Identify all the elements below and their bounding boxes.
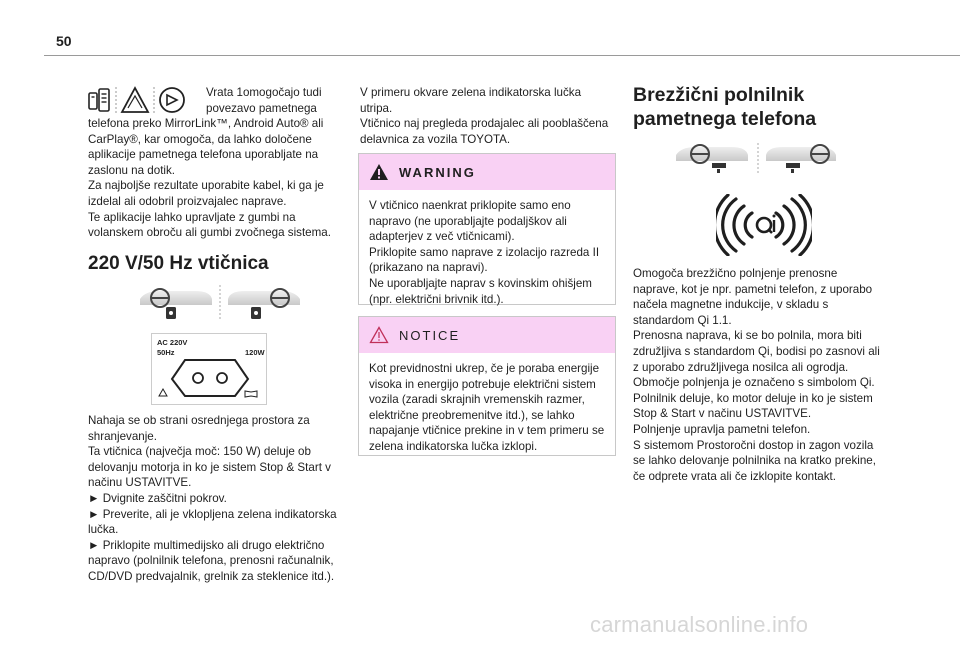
charger-location-icons bbox=[676, 141, 836, 182]
text-line: visoka in energijo potrebuje električni sistem bbox=[369, 377, 596, 391]
header-rule bbox=[44, 55, 960, 56]
socket-fault-text bbox=[360, 85, 608, 147]
wireless-charger-description bbox=[633, 266, 880, 484]
text-line: Kot previdnostni ukrep, če je poraba energije bbox=[369, 362, 600, 375]
text-line: napravo (ne uporabljajte podaljškov ali bbox=[369, 214, 567, 228]
text-line: Vrata 1omogočajo tudi bbox=[206, 86, 322, 99]
text-line: utripa. bbox=[360, 101, 393, 115]
warning-triangle-icon bbox=[369, 163, 389, 181]
warning-box bbox=[358, 153, 616, 305]
steering-wheel-location-icon bbox=[676, 141, 836, 177]
notice-title: NOTICE bbox=[399, 327, 461, 343]
watermark: carmanualsonline.info bbox=[590, 612, 809, 637]
text-line: zaslonu na dotik. bbox=[88, 163, 176, 177]
wireless-charger-heading bbox=[633, 83, 816, 131]
step-line: ► Dvignite zaščitni pokrov. bbox=[88, 491, 227, 505]
text-line: načela magnetne indukcije, v skladu s bbox=[633, 298, 829, 312]
text-line: CarPlay®, kar omogoča, da lahko določene bbox=[88, 132, 312, 146]
text-line: Ta vtičnica (največja moč: 150 W) deluje ob bbox=[88, 445, 311, 459]
text-line: delavnica za vozila TOYOTA. bbox=[360, 132, 511, 146]
text-line: Polnilnik deluje, ko motor deluje in ko je sistem bbox=[633, 391, 873, 405]
step-line: ► Priklopite multimedijsko ali drugo električno bbox=[88, 538, 325, 552]
socket-section-heading: 220 V/50 Hz vtičnica bbox=[88, 253, 269, 274]
warning-body bbox=[359, 190, 615, 307]
socket-power-label: 120W bbox=[245, 348, 265, 357]
text-line: združljiva s standardom Qi, bodisi po zasnovi ali bbox=[633, 344, 880, 358]
notice-header bbox=[359, 317, 615, 353]
text-line: (prikazano na napravi). bbox=[369, 261, 488, 275]
text-line: Ne uporabljajte naprav s kovinskim ohišjem bbox=[369, 276, 592, 290]
text-line: naprave, kot je npr. pametni telefon, z uporabo bbox=[633, 282, 873, 296]
text-line: Polnjenje upravlja pametni telefon. bbox=[633, 422, 811, 436]
step-line: lučka. bbox=[88, 523, 119, 537]
socket-illustration bbox=[151, 333, 267, 405]
phone-connectivity-icons bbox=[88, 85, 200, 120]
text-line: standardom Qi 1.1. bbox=[633, 313, 732, 327]
notice-body bbox=[359, 353, 615, 455]
text-line: adapterjev z več vtičnicami). bbox=[369, 230, 515, 244]
text-line: Nahaja se ob strani osrednjega prostora za bbox=[88, 414, 310, 427]
heading-line: Brezžični polnilnik bbox=[633, 84, 805, 106]
text-line: Priklopite samo naprave z izolacijo razreda II bbox=[369, 245, 600, 259]
qi-wireless-charging-icon bbox=[716, 194, 812, 256]
connectivity-intro-top bbox=[206, 85, 322, 116]
text-line: zelena indikatorska lučka izklopi. bbox=[369, 439, 538, 453]
step-line: ► Preverite, ali je vklopljena zelena indikatorska bbox=[88, 507, 337, 521]
mirrorlink-android-carplay-icon bbox=[88, 85, 200, 115]
text-line: se lahko delovanje polnilnika na kratko prekine, bbox=[633, 454, 876, 468]
text-line: telefona preko MirrorLink™, Android Auto® ali bbox=[88, 117, 324, 130]
text-line: Vtičnico naj pregleda prodajalec ali pooblaščena bbox=[360, 117, 609, 131]
steering-wheel-location-icon bbox=[140, 283, 300, 323]
caution-triangle-icon bbox=[369, 326, 389, 344]
text-line: volanskem obroču ali gumbi zvočnega sistema. bbox=[88, 226, 331, 240]
text-line: z uporabo združljivega nosilca ali ogrodja. bbox=[633, 360, 849, 374]
text-line: (npr. električni brivnik itd.). bbox=[369, 292, 504, 306]
text-line: Stop & Start v načinu USTAVITVE. bbox=[633, 407, 812, 421]
text-line: Prenosna naprava, ki se bo polnila, mora biti bbox=[633, 329, 862, 343]
page-number: 50 bbox=[56, 33, 72, 49]
text-line: aplikacije pametnega telefona uporabljate na bbox=[88, 148, 319, 162]
text-line: električne preobremenitve itd.), se lahko bbox=[369, 408, 575, 422]
text-line: povezavo pametnega bbox=[206, 101, 317, 115]
text-line: V primeru okvare zelena indikatorska lučka bbox=[360, 86, 582, 99]
connectivity-intro-body bbox=[88, 116, 331, 241]
text-line: če odprete vrata ali če izklopite kontakt. bbox=[633, 469, 836, 483]
socket-outlet-icon bbox=[152, 334, 266, 404]
text-line: shranjevanje. bbox=[88, 429, 157, 443]
text-line: napajanje vtičnice prekine in v tem primeru se bbox=[369, 424, 605, 438]
socket-frequency-label: 50Hz bbox=[157, 348, 175, 357]
text-line: vozila (zaradi skrajnih vremenskih razmer, bbox=[369, 393, 585, 407]
text-line: Te aplikacije lahko upravljate z gumbi na bbox=[88, 210, 296, 224]
socket-description bbox=[88, 413, 337, 585]
text-line: S sistemom Prostoročni dostop in zagon vozila bbox=[633, 438, 874, 452]
text-line: Omogoča brezžično polnjenje prenosne bbox=[633, 267, 838, 280]
warning-title: WARNING bbox=[399, 164, 476, 180]
qi-symbol bbox=[716, 194, 812, 261]
socket-location-icons bbox=[140, 283, 300, 328]
text-line: načinu USTAVITVE. bbox=[88, 476, 192, 490]
text-line: Območje polnjenja je označeno s simbolom Qi. bbox=[633, 376, 875, 390]
heading-line: pametnega telefona bbox=[633, 108, 817, 130]
notice-box bbox=[358, 316, 616, 456]
step-line: napravo (polnilnik telefona, prenosni računalnik, bbox=[88, 554, 334, 568]
text-line: izdelal ali odobril proizvajalec naprave. bbox=[88, 194, 287, 208]
socket-voltage-label: AC 220V bbox=[157, 338, 188, 347]
text-line: Za najboljše rezultate uporabite kabel, ki ga je bbox=[88, 179, 324, 193]
text-line: delovanju motorja in ko je sistem Stop & Start v bbox=[88, 460, 331, 474]
warning-header bbox=[359, 154, 615, 190]
step-line: CD/DVD predvajalnik, grelnik za steklenice itd.). bbox=[88, 569, 335, 583]
text-line: V vtičnico naenkrat priklopite samo eno bbox=[369, 199, 571, 212]
